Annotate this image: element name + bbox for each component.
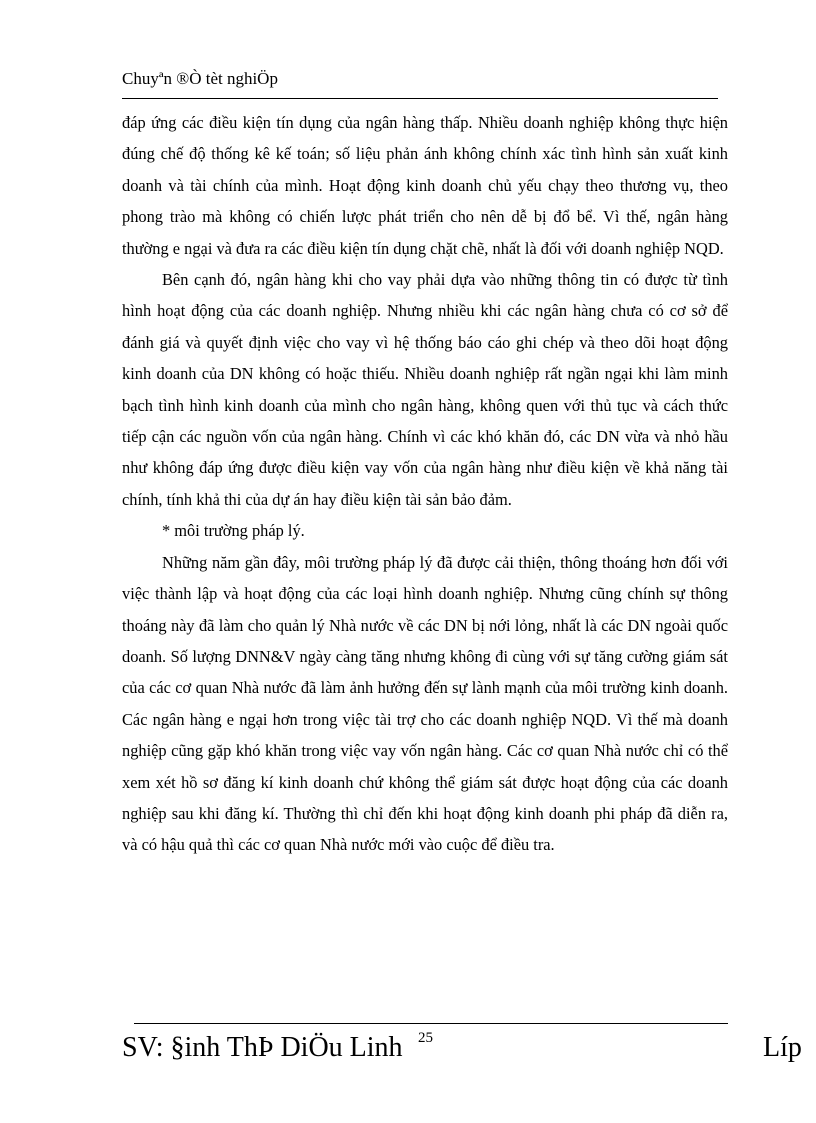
paragraph-continued: đáp ứng các điều kiện tín dụng của ngân hàng thấp. Nhiều doanh nghiệp không thực hiện đúng chế độ thống kê kế toán; số liệu phản ánh không chính xác tình hình sản xuất kinh doanh và tài chính của mình. Hoạt động kinh doanh chủ yếu chạy theo thương vụ, theo phong trào mà không có chiến lược phát triển cho nên dễ bị đổ bể. Vì thế, ngân hàng thường e ngại và đưa ra các điều kiện tín dụng chặt chẽ, nhất là đối với doanh nghiệp NQD. [122, 113, 728, 258]
document-body [122, 107, 728, 861]
header-divider [122, 98, 718, 99]
paragraph-bank-information: Bên cạnh đó, ngân hàng khi cho vay phải dựa vào những thông tin có được từ tình hình hoạt động của các doanh nghiệp. Nhưng nhiều khi các ngân hàng chưa có cơ sở để đánh giá và quyết định việc cho vay vì hệ thống báo cáo ghi chép và theo dõi hoạt động kinh doanh của DN không có hoặc thiếu. Nhiều doanh nghiệp rất ngần ngại khi làm minh bạch tình hình kinh doanh của mình cho ngân hàng, không quen với thủ tục và cách thức tiếp cận các nguồn vốn của ngân hàng. Chính vì các khó khăn đó, các DN vừa và nhỏ hầu như không đáp ứng được điều kiện vay vốn của ngân hàng như điều kiện về khả năng tài chính, tính khả thi của dự án hay điều kiện tài sản bảo đảm. [122, 270, 728, 509]
footer-class-label: Líp [763, 1032, 802, 1063]
document-header-title: Chuyªn ®Ò tèt nghiÖp [122, 69, 278, 88]
page-number: 25 [418, 1030, 433, 1046]
section-heading-legal-environment: * môi trường pháp lý. [162, 521, 305, 541]
paragraph-legal-environment: Những năm gần đây, môi trường pháp lý đã được cải thiện, thông thoáng hơn đối với việc thành lập và hoạt động của các loại hình doanh nghiệp. Nhưng cũng chính sự thông thoáng này đã làm cho quản lý Nhà nước về các DN bị nới lỏng, nhất là các DN ngoài quốc doanh. Số lượng DNN&V ngày càng tăng nhưng không đi cùng với sự tăng cường giám sát của các cơ quan Nhà nước đã làm ảnh hưởng đến sự lành mạnh của môi trường kinh doanh. Các ngân hàng e ngại hơn trong việc tài trợ cho các doanh nghiệp NQD. Vì thế mà doanh nghiệp cũng gặp khó khăn trong việc vay vốn ngân hàng. Các cơ quan Nhà nước chỉ có thể xem xét hồ sơ đăng kí kinh doanh chứ không thể giám sát được hoạt động của các doanh nghiệp sau khi đăng kí. Thường thì chỉ đến khi hoạt động kinh doanh phi pháp đã diễn ra, và có hậu quả thì các cơ quan Nhà nước mới vào cuộc để điều tra. [122, 552, 728, 855]
footer-divider [134, 1023, 728, 1024]
footer-student-name: SV: §inh ThÞ DiÖu Linh [122, 1032, 403, 1063]
